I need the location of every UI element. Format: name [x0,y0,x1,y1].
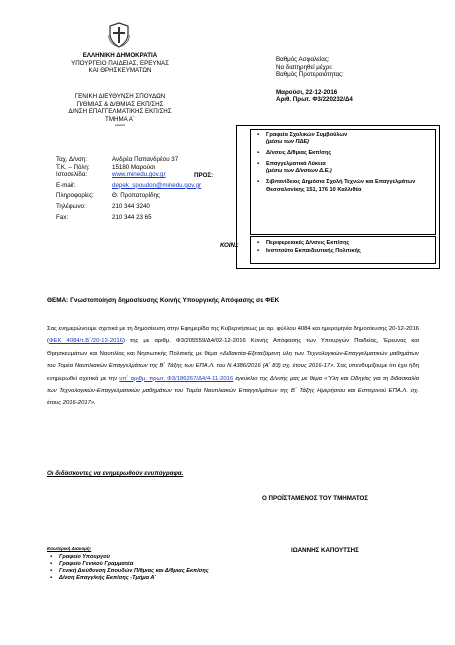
recipient-item: ▪ Επαγγελματικά Λύκεια (μέσω των Δ/νσεων Δ.Ε.) [266,161,435,175]
contact-value: 15180 Μαρούσι [112,163,156,171]
cc-list [253,240,435,255]
contact-label: Πληροφορίες: [56,192,94,200]
sender-department [40,93,200,129]
contact-row-phone [56,203,256,211]
dept-line: ΓΕΝΙΚΗ ΔΙΕΥΘΥΝΣΗ ΣΠΟΥΔΩΝ [74,93,166,100]
recipient-list [253,132,435,194]
cc-recipients-panel [250,236,436,264]
contact-label: Fax: [56,213,69,221]
priority-level: Βαθμός Προτεραιότητας: [276,71,344,79]
to-recipients-panel [250,129,436,235]
body-text: εγκύκλιο της Δ/νσής μας με θέμα «Ύλη και Οδηγίες για τη διδασκαλία των Τεχνολογικών-Επαγγελματικών μαθημάτων του Τομέα Ναυτιλιακών Επαγγελμάτων της Β΄ Τάξης Ημερήσιου και Εσπερινού ΕΠΑ.Λ. σχ. έτους 2016-2017». [47,375,419,407]
contact-row-city [56,164,256,172]
email-link[interactable]: depek_spoudon@minedu.gov.gr [112,181,202,189]
protocol-number: Αριθ. Πρωτ. Φ3/220232/Δ4 [276,96,353,104]
distribution-item: ▪ Γραφείο Γενικού Γραμματέα [59,561,247,568]
distribution-list [47,554,247,582]
distribution-item: ▪ Δ/νση Επαγγ/κής Εκπ/σης -Τμήμα Α΄ [59,575,247,582]
sender-header [40,52,200,75]
dept-line: ΤΜΗΜΑ Α΄ [105,115,135,123]
distribution-item: ▪ Γραφείο Υπουργού [59,554,247,561]
dept-line: Δ/ΝΣΗ ΕΠΑΓΓΕΛΜΑΤΙΚΗΣ ΕΚΠ/ΣΗΣ [68,108,172,116]
cc-item: ▪ Ινστιτούτο Εκπαιδευτικής Πολιτικής [266,248,435,255]
sender-line: ΥΠΟΥΡΓΕΙΟ ΠΑΙΔΕΙΑΣ, ΕΡΕΥΝΑΣ [71,59,169,67]
body-text: Σας ενημερώνουμε σχετικά με τη δημοσίευση στην Εφημερίδα της Κυβερνήσεως με αρ. φύλλου 4084 και ημερομηνία δημοσίευσης 20-12-2016 ( [47,326,419,345]
notice-line: Οι διδάσκοντες να ενημερωθούν ενυπόγραφα. [47,470,184,477]
distribution-item: ▪ Γενική Διεύθυνση Σπουδών Π/θμιας και Δ/θμιας Εκπ/σης [59,568,247,575]
dept-line: Π/ΘΜΙΑΣ & Δ/ΘΜΙΑΣ ΕΚΠ/ΣΗΣ [76,100,164,108]
sender-line: ΕΛΛΗΝΙΚΗ ΔΗΜΟΚΡΑΤΙΑ [82,52,158,59]
contact-value: 210 344 23 65 [112,213,152,221]
recipient-item: ▪ Γραφεία Σχολικών Συμβούλων (μέσω των ΠΔΕ) [266,132,435,146]
contact-label: Ιστοσελίδα: [56,171,88,179]
contact-row-fax [56,214,256,222]
fek-link[interactable]: ΦΕΚ 4084/τ.Β΄/20-12-2016 [48,338,123,345]
sender-line: ΚΑΙ ΘΡΗΣΚΕΥΜΑΤΩΝ [88,67,152,75]
contact-label: Τηλέφωνο: [56,202,86,210]
contact-row-email [56,182,256,190]
letter-body [47,323,419,410]
contact-value: Ανδρέα Παπανδρέου 37 [112,156,179,163]
contact-label: Ταχ. Δ/νση: [56,156,87,163]
security-level: Βαθμός Ασφαλείας: [276,56,330,63]
contact-row-address [56,156,256,164]
body-text: ) της με αριθμ. Φ3/205559/Δ4/02-12-2016 Κοινής Απόφασης των Υπουργών Παιδείας, Έρευνας και Θρησκευμάτων και Ναυτιλίας και Νησιωτικής Πολιτικής με θέμα [47,338,419,357]
signature-role: Ο ΠΡΟΪΣΤΑΜΕΝΟΣ ΤΟΥ ΤΜΗΜΑΤΟΣ [262,495,369,502]
contact-label: E-mail: [56,181,76,189]
contact-value: Θ. Προπατορίδης [112,192,160,200]
recipient-item: ▪ Δ/νσεις Δ/θμιας Εκπ/σης [266,150,435,157]
distribution-title: Εσωτερική Διανομή: [47,546,92,551]
recipient-item: ▪ Σιβιτανίδειος Δημόσια Σχολή Τεχνών και Επαγγελμάτων Θεσσαλονίκης 151, 176 10 Καλλιθέα [266,179,435,193]
document-date: Μαρούσι, 22-12-2016 [276,88,338,96]
subject-line: ΘΕΜΑ: Γνωστοποίηση δημοσίευσης Κοινής Υπουργικής Απόφασης σε ΦΕΚ [47,297,280,304]
cc-item: ▪ Περιφερειακές Δ/νσεις Εκπ/σης [266,240,435,247]
circular-link[interactable]: υπ΄ αριθμ. πρωτ. Φ3/186267/Δ4/4-11-2016 [119,375,234,382]
separator: ----- [114,122,126,130]
contact-label: Τ.Κ. – Πόλη: [56,163,90,171]
contact-row-website [56,171,256,179]
document-meta [276,56,436,104]
retention-period: Να διατηρηθεί μέχρι: [276,63,333,71]
internal-distribution [47,546,247,582]
contact-value: 210 344 3240 [112,202,150,210]
decision-title: «Διδακτέα-Εξεταζόμενη ύλη των Τεχνολογικών-Επαγγελματικών μαθημάτων του Τομέα Ναυτιλιακών Επαγγελμάτων της Β΄ Τάξης των ΕΠΑ.Λ. του Ν.4386/2016 (Α΄ 83) σχ. έτους 2016-17» [47,350,419,370]
hellenic-republic-emblem-icon [107,22,131,48]
contact-block [56,156,256,221]
signature-name: ΙΩΑΝΝΗΣ ΚΑΠΟΥΤΣΗΣ [291,547,359,554]
cc-label: ΚΟΙΝ.: [220,242,239,249]
contact-row-info [56,192,256,200]
body-text: . Σας υπενθυμίζουμε ότι έχει ήδη ενημερωθεί σχετικά με την [47,363,419,382]
website-link[interactable]: www.minedu.gov.gr [112,171,166,179]
to-label: ΠΡΟΣ: [194,172,214,179]
